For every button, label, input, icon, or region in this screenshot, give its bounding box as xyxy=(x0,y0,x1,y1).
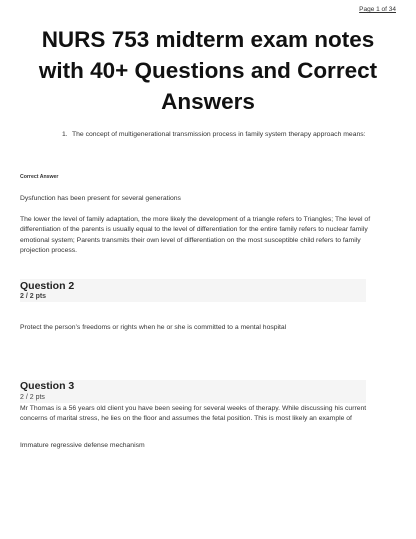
question-3-points: 2 / 2 pts xyxy=(20,394,45,401)
question-3-heading: Question 3 xyxy=(20,380,75,392)
page-number: Page 1 of 34 xyxy=(359,6,396,13)
question-3-text: Mr Thomas is a 56 years old client you have been seeing for several weeks of therapy. While discussing his current concerns of marital stress, he lies on the floor and assumes the fetal position. This is most likely an example of xyxy=(20,405,367,423)
answer-1: Dysfunction has been present for several generations xyxy=(20,195,181,202)
question-1 xyxy=(62,130,382,140)
document-title: NURS 753 midterm exam notes with 40+ Questions and Correct Answers xyxy=(38,27,378,114)
question-2-points: 2 / 2 pts xyxy=(20,293,47,300)
question-2-heading: Question 2 xyxy=(20,280,75,292)
answer-3: Immature regressive defense mechanism xyxy=(20,442,145,449)
question-1-text: The concept of multigenerational transmission process in family system therapy approach means: xyxy=(72,131,366,138)
answer-2: Protect the person’s freedoms or rights when he or she is committed to a mental hospital xyxy=(20,324,287,331)
correct-answer-label: Correct Answer xyxy=(20,174,59,180)
explanation-1: The lower the level of family adaptation, the more likely the development of a triangle refers to Triangles; The level of differentiation of the parents is usually equal to the level of differentiation for the entire family refers to nuclear family emotional system; Parents transmits their own level of differentiation on the most susceptible child refers to family projection process. xyxy=(20,216,371,254)
question-1-number: 1. xyxy=(62,131,68,138)
